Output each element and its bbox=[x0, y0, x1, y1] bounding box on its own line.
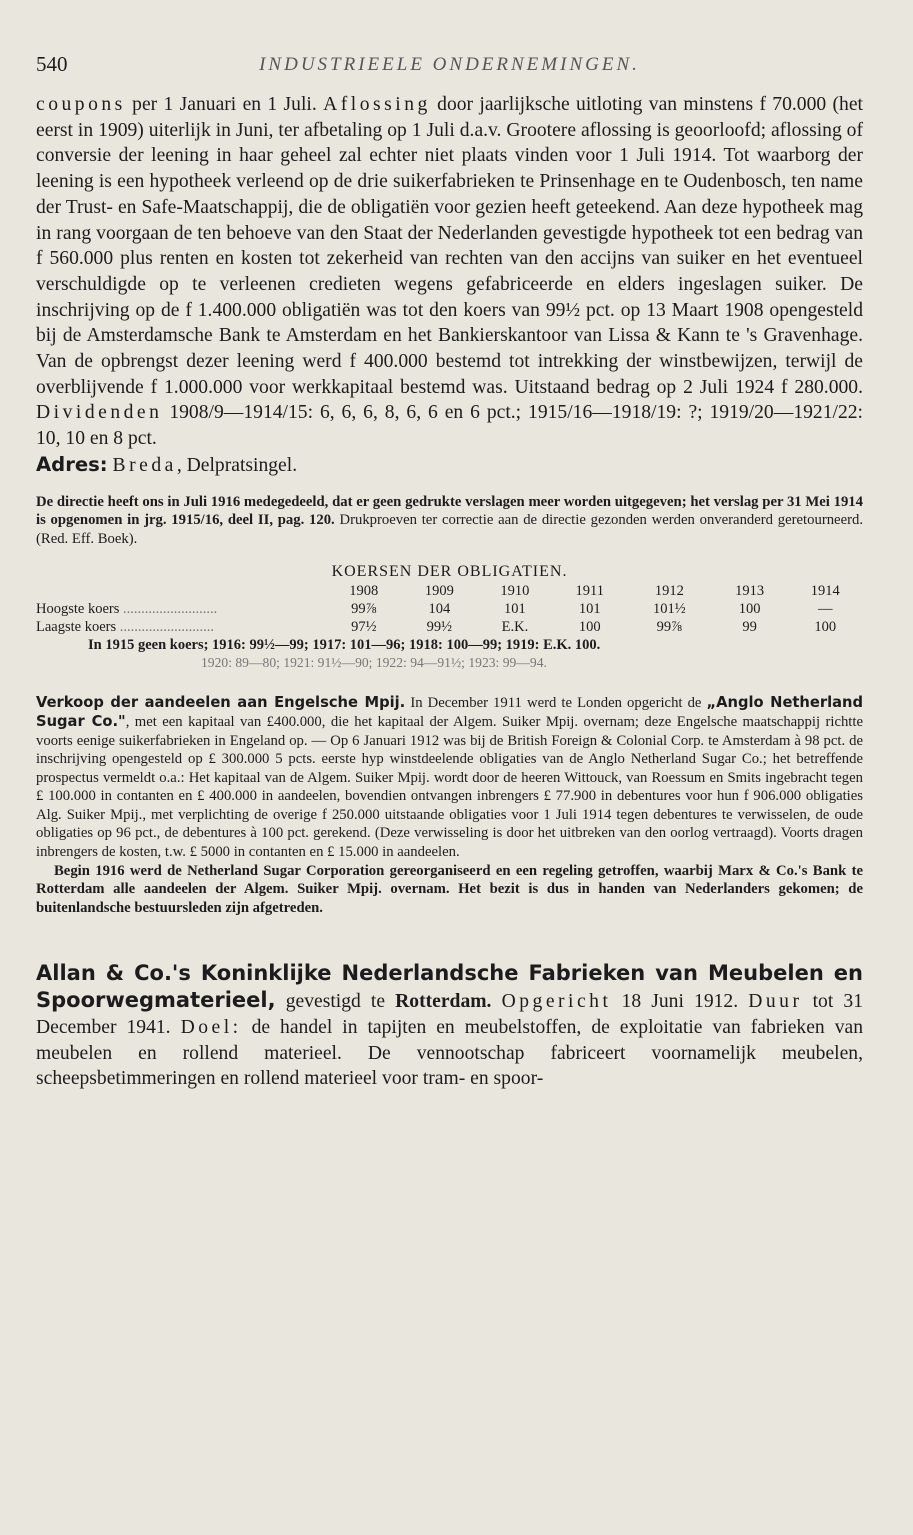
row-label: Laagste koers bbox=[36, 619, 117, 636]
table-cell: E.K. bbox=[501, 619, 529, 636]
page-header bbox=[36, 52, 863, 92]
koersen-title: KOERSEN DER OBLIGATIEN. bbox=[331, 563, 568, 581]
allan-entry: Allan & Co.'s Koninklijke Nederlandsche Fabrieken van Meubelen en Spoorwegmaterieel, gevestigd te Rotterdam. Opgericht 18 Juni 1912. Duur tot 31 December 1941. Doel: de handel in tapijten en meubelstoffen, de exploitatie van fabrieken van meubelen en rollend materieel. De vennootschap fabriceert voornamelijk meubelen, scheepsbetimmeringen en rollend materieel voor tram- en spoor- bbox=[36, 961, 863, 1090]
koersen-note: In 1915 geen koers; 1916: 99½—99; 1917: 101—96; 1918: 100—99; 1919: E.K. 100. bbox=[88, 637, 601, 654]
opgericht-label: Opgericht bbox=[501, 991, 612, 1013]
table-cell: 99⅞ bbox=[656, 619, 683, 636]
year-cell: 1911 bbox=[575, 583, 604, 600]
table-cell: 101 bbox=[504, 601, 526, 618]
table-cell: 100 bbox=[738, 601, 761, 618]
dividenden-label: Dividenden bbox=[36, 402, 163, 424]
koersen-table bbox=[36, 582, 863, 636]
table-cell: 101½ bbox=[653, 601, 686, 618]
running-title: INDUSTRIEELE ONDERNEMINGEN. bbox=[259, 54, 640, 75]
doel-label: Doel: bbox=[180, 1016, 242, 1038]
table-row: Laagste koers .......................... 97½ 99½ E.K. 100 99⅞ 99 100 bbox=[36, 618, 863, 636]
company-name: „Anglo Netherland Sugar Co." bbox=[36, 694, 864, 730]
year-cell: 1909 bbox=[424, 583, 454, 600]
table-header-row bbox=[36, 582, 863, 600]
table-cell: 101 bbox=[578, 601, 601, 618]
year-cell: 1910 bbox=[500, 583, 530, 600]
table-cell: 99 bbox=[742, 619, 757, 636]
table-cell: 100 bbox=[578, 619, 601, 636]
table-cell: 99⅞ bbox=[351, 601, 377, 618]
company-heading: Allan & Co.'s Koninklijke Nederlandsche Fabrieken van Meubelen en Spoorwegmaterieel, bbox=[36, 961, 863, 1013]
row-label: Hoogste koers bbox=[36, 601, 120, 618]
reorganisation-paragraph: Begin 1916 werd de Netherland Sugar Corporation gereorganiseerd en een regeling getroffen, waarbij Marx & Co.'s Bank te Rotterdam alle aandeelen der Algem. Suiker Mpij. overnam. Het bezit is dus in handen van Nederlanders gekomen; de buitenlandsche bestuursleden zijn afgetreden. bbox=[36, 862, 863, 916]
duur-label: Duur bbox=[748, 991, 803, 1013]
year-cell: 1908 bbox=[349, 583, 379, 600]
directie-note: De directie heeft ons in Juli 1916 medegedeeld, dat er geen gedrukte verslagen meer worden uitgegeven; het verslag per 31 Mei 1914 is opgenomen in jrg. 1915/16, deel II, pag. 120. Drukproeven ter correctie aan de directie gezonden werden onveranderd geretourneerd. (Red. Eff. Boek). bbox=[36, 493, 863, 547]
table-cell: 100 bbox=[814, 619, 837, 636]
table-row: Hoogste koers .......................... 99⅞ 104 101 101 101½ 100 — bbox=[36, 600, 863, 618]
year-cell: 1914 bbox=[810, 583, 840, 600]
table-cell: 104 bbox=[428, 601, 451, 618]
page-number: 540 bbox=[36, 52, 68, 76]
obligation-paragraph: coupons per 1 Januari en 1 Juli. Aflossing door jaarlijksche uitloting van minstens f 70.000 (het eerst in 1909) uiterlijk in Juni, ter afbetaling op 1 Juli d.a.v. Grootere aflossing is geoorloofd; aflossing of conversie der leening in haar geheel zal echter niet plaats vinden voor 1 Juli 1914. Tot waarborg der leening is een hypotheek verleend op de drie suikerfabrieken te Prinsenhage en te Oudenbosch, ten name der Trust- en Safe-Maatschappij, die de obligatiën voor gezien heeft geteekend. Aan deze hypotheek mag in rang voorgaan de ten behoeve van den Staat der Nederlanden gevestigde hypotheek tot een bedrag van f 560.000 plus renten en kosten tot zekerheid van rechten van den accijns van suiker en het eventueel verschuldigde op te verleenen credieten wegens gefabriceerde en elders ingeslagen suiker. De inschrijving op de f 1.400.000 obligatiën was tot den koers van 99½ pct. op 13 Maart 1908 opengesteld bij de Amsterdamsche Bank te Amsterdam en het Bankierskantoor van Lissa & Kann te 's Gravenhage. Van de opbrengst dezer leening werd f 400.000 bestemd tot intrekking der winstbewijzen, terwijl de overblijvende f 1.000.000 voor werkkapitaal bestemd was. Uitstaand bedrag op 2 Juli 1924 f 280.000. Dividenden 1908/9—1914/15: 6, 6, 6, 8, 6, 6 en 6 pct.; 1915/16—1918/19: ?; 1919/20—1921/22: 10, 10 en 8 pct. Adres: Breda, Delpratsingel. bbox=[36, 94, 863, 476]
table-cell: 97½ bbox=[351, 619, 377, 636]
table-cell: 99½ bbox=[426, 619, 453, 636]
verkoop-paragraph: Verkoop der aandeelen aan Engelsche Mpij. In December 1911 werd te Londen opgericht de „Anglo Netherland Sugar Co.", met een kapitaal van £400.000, die het kapitaal der Algem. Suiker Mpij. overnam; deze Engelsche maatschappij richtte voorts eenige suikerfabrieken in Engeland op. — Op 6 Januari 1912 was bij de British Foreign & Colonial Corp. te Amsterdam à 98 pct. de inschrijving opengesteld op £ 300.000 5 pcts. eerste hyp winstdeelende obligaties van de Anglo Netherland Sugar Co.; het betreffende prospectus vermeldt o.a.: Het kapitaal van de Algem. Suiker Mpij. wordt door de heeren Wittouck, van Roessum en Smits ingebracht tegen £ 100.000 in contanten en £ 400.000 in aandeelen, bovendien ontvangen inbrengers £ 77.900 in debentures voor hun f 906.000 obligaties Alg. Suiker Mpij., met verplichting de overige f 250.000 uitstaande obligaties voor 1 Juli 1914 tegen debentures te verwisselen, de oude obligaties op 96 pct., de debentures à 100 pct. gerekend. (Deze verwisseling is door het uitbreken van den oorlog vertraagd). Voorts dragen inbrengers de kosten, t.w. £ 5000 in contanten en £ 15.000 in aandeelen. bbox=[36, 694, 864, 861]
verkoop-heading: Verkoop der aandeelen aan Engelsche Mpij. bbox=[36, 694, 406, 712]
adres-label: Adres: bbox=[36, 452, 108, 476]
year-cell: 1913 bbox=[735, 583, 765, 600]
year-cell: 1912 bbox=[654, 583, 684, 600]
koersen-note-later: 1920: 89—80; 1921: 91½—90; 1922: 94—91½; 1923: 99—94. bbox=[201, 655, 547, 671]
table-cell: — bbox=[817, 601, 833, 618]
